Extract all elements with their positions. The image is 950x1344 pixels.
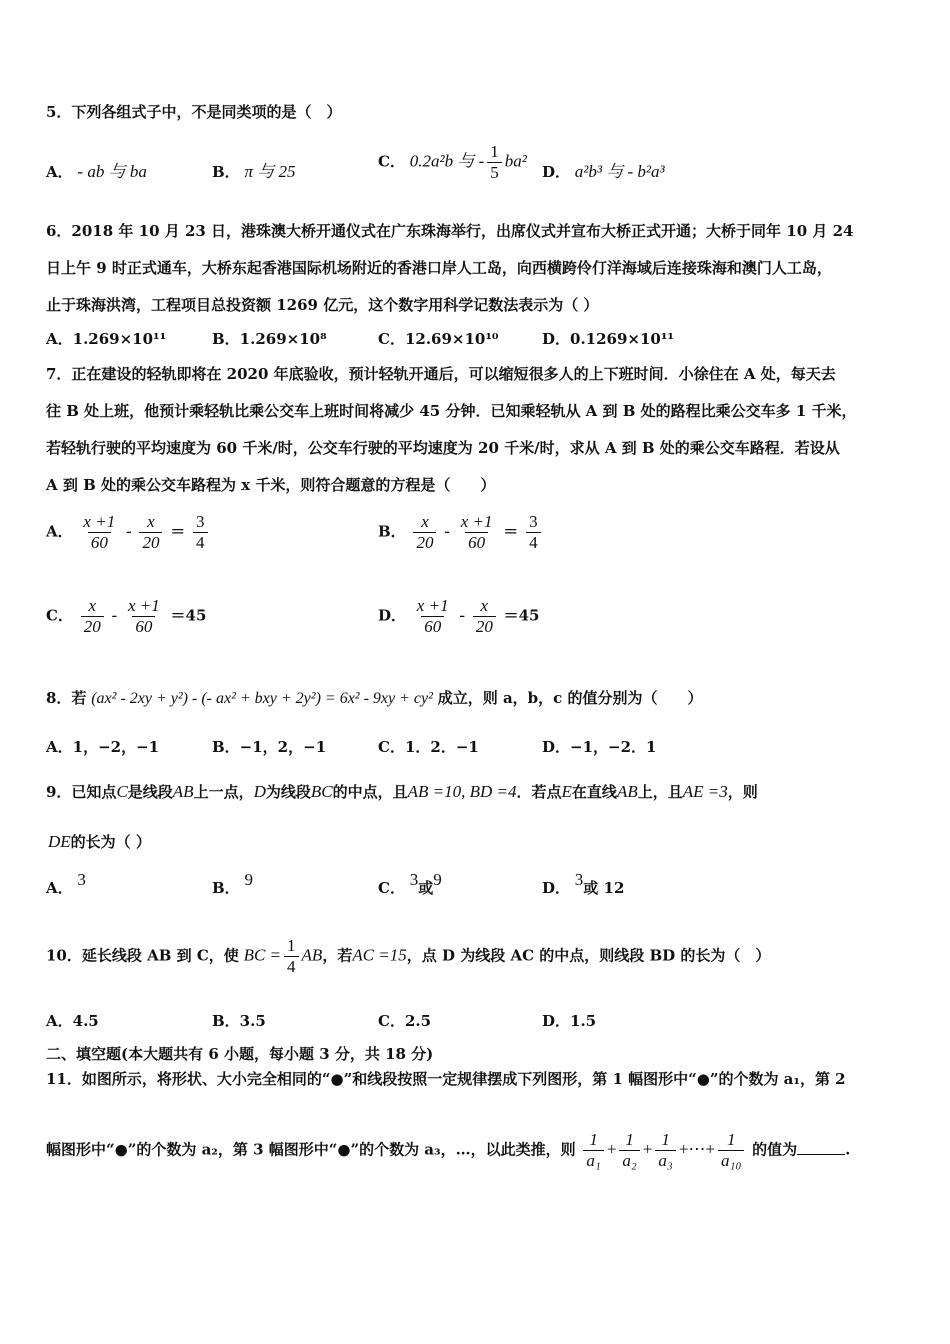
numerator: x +1 (460, 512, 493, 531)
minus-sign: - (444, 521, 450, 541)
q10-option-a: A．4.5 (46, 1012, 99, 1030)
text: ，若 (322, 946, 353, 965)
point-d: D (253, 782, 266, 801)
denominator: 20 (473, 616, 496, 637)
fraction (473, 596, 496, 637)
text: 上，且 (637, 783, 683, 801)
q6-line-2: 日上午 9 时正式通车，大桥东起香港国际机场附近的香港口岸人工岛，向西横跨伶仃洋海域后连接珠海和澳门人工岛， (46, 259, 832, 277)
equals-45: ＝45 (503, 606, 540, 625)
numerator: x (147, 512, 155, 531)
q10-option-b: B．3.5 (212, 1012, 266, 1030)
q6-line-1: 6．2018 年 10 月 23 日，港珠澳大桥开通仪式在广东珠海举行，出席仪式并宣布大桥正式开通；大桥于同年 10 月 24 (46, 222, 854, 240)
fraction (284, 936, 299, 977)
fraction (139, 512, 162, 553)
q5-c-fraction (487, 142, 502, 183)
option-value: 3 (409, 870, 419, 889)
denominator: 60 (132, 616, 155, 637)
numerator: 1 (625, 1130, 634, 1149)
fraction (414, 596, 452, 637)
q6-line-3: 止于珠海洪湾，工程项目总投资额 1269 亿元，这个数字用科学记数法表示为（ ） (46, 296, 599, 314)
fraction (125, 596, 163, 637)
numerator: 1 (287, 936, 296, 955)
minus-sign: - (459, 605, 466, 625)
text: 的值为 (752, 1140, 798, 1159)
q9-stem-2 (48, 832, 151, 852)
numerator: 1 (661, 1130, 670, 1149)
segment-bc: BC (310, 782, 333, 801)
q10-option-c: C．2.5 (378, 1012, 432, 1030)
text: 是线段 (127, 783, 173, 801)
denominator: 60 (465, 532, 488, 553)
option-label: B． (378, 522, 406, 541)
denominator: 5 (487, 162, 502, 183)
q5-a-math: - ab 与 ba (77, 162, 147, 181)
numerator: x +1 (416, 596, 449, 615)
q7-line-2: 往 B 处上班，他预计乘轻轨比乘公交车上班时间将减少 45 分钟．已知乘轻轨从 A 到 B 处的路程比乘公交车多 1 千米， (46, 402, 857, 420)
text: 的长为（ ） (70, 833, 151, 851)
q5-option-c (378, 142, 527, 183)
q10-stem (46, 936, 770, 977)
or-12: 或 12 (583, 879, 625, 897)
numerator: x (88, 596, 96, 615)
or-word: 或 (418, 879, 434, 897)
fraction (81, 596, 104, 637)
q8-equation: (ax² - 2xy + y²) - (- ax² + bxy + 2y²) = 6x² - 9xy + cy² (91, 690, 433, 707)
numerator: 1 (726, 1130, 736, 1149)
q7-option-a (46, 512, 211, 553)
q11-line-2: 幅图形中“●”的个数为 a₂，第 3 幅图形中“●”的个数为 a₃，…，以此类推，则 $\frac{1}{\text{a₁}}$ + $\frac{1}{\text{a₂}}$ + $\frac{1}{\text{a₃}}$ +⋯+ $\frac{1}{\text{a₁₀}}$ 的值为 . (46, 1130, 851, 1170)
option-label: A． (46, 522, 73, 541)
denominator: a₁ (583, 1150, 603, 1171)
text: ，点 D 为线段 AC 的中点，则线段 BD 的长为（ ） (406, 946, 771, 965)
denominator: 20 (413, 532, 436, 553)
ac-eq: AC =15 (352, 945, 407, 965)
option-label: C． (378, 879, 405, 897)
option-value: 9 (244, 870, 253, 889)
q5-d-math: a²b³ 与 - b²a³ (574, 162, 665, 181)
minus-sign: - (111, 605, 118, 625)
q9-stem (46, 782, 758, 802)
q9-option-c (378, 870, 442, 898)
q5-option-b (212, 162, 296, 182)
option-value: 3 (77, 870, 86, 889)
numerator: x (421, 512, 429, 531)
denominator: 60 (88, 532, 111, 553)
condition-ae: AE =3 (682, 782, 728, 801)
q5-stem: 5．下列各组式子中，不是同类项的是（ ） (46, 103, 342, 121)
denominator: a₃ (655, 1150, 675, 1171)
option-label: C． (46, 606, 73, 625)
text: ，则 (727, 783, 758, 801)
fraction (458, 512, 496, 553)
option-label: D． (542, 879, 571, 897)
option-label: A． (46, 163, 73, 181)
equals-sign: ＝ (170, 522, 186, 541)
text: 幅图形中“●”的个数为 a₂，第 3 幅图形中“●”的个数为 a₃，…，以此类推，则 (46, 1140, 576, 1159)
q8-stem (46, 688, 703, 709)
point-e: E (561, 782, 572, 801)
numerator: 1 (490, 142, 499, 161)
section-heading: 二、填空题(本大题共有 6 小题，每小题 3 分，共 18 分) (46, 1045, 434, 1063)
q8-option-b: B．−1，2，−1 (212, 738, 327, 756)
text: 9．已知点 (46, 783, 117, 801)
point-c: C (116, 782, 128, 801)
bc-eq: BC = (243, 945, 282, 965)
fraction (583, 1130, 603, 1171)
option-label: A． (46, 879, 73, 897)
numerator: 3 (196, 512, 205, 531)
numerator: 3 (529, 512, 538, 531)
ellipsis-sum: +⋯+ (678, 1139, 716, 1159)
q7-option-c (46, 596, 206, 637)
q7-line-4: A 到 B 处的乘公交车路程为 x 千米，则符合题意的方程是（ ） (46, 476, 496, 494)
numerator: x +1 (83, 512, 116, 531)
q7-line-1: 7．正在建设的轻轨即将在 2020 年底验收，预计轻轨开通后，可以缩短很多人的上下班时间．小徐住在 A 处，每天去 (46, 365, 836, 383)
numerator: x (480, 596, 489, 615)
q11-line-1: 11．如图所示，将形状、大小完全相同的“●”和线段按照一定规律摆成下列图形，第 1 幅图形中“●”的个数为 a₁，第 2 (46, 1070, 846, 1088)
q6-option-a: A．1.269×10¹¹ (46, 330, 167, 348)
q5-option-d (542, 162, 665, 182)
q8-option-a: A．1，−2，−1 (46, 738, 160, 756)
text: 为线段 (265, 783, 311, 801)
text: 在直线 (571, 783, 617, 801)
fraction (655, 1130, 675, 1171)
denominator: 60 (421, 616, 444, 637)
equals-sign: ＝ (503, 522, 519, 541)
q8-pre: 8．若 (46, 689, 87, 707)
q7-option-b (378, 512, 544, 553)
q8-option-c: C．1．2．−1 (378, 738, 479, 756)
fraction (526, 512, 541, 553)
segment-ab: AB (301, 945, 323, 965)
fraction (619, 1130, 639, 1171)
numerator: x +1 (127, 596, 160, 615)
q6-option-b: B．1.269×10⁸ (212, 330, 327, 348)
text: 10．延长线段 AB 到 C，使 (46, 946, 239, 965)
condition: AB =10, BD =4 (407, 782, 517, 801)
line-ab: AB (616, 782, 638, 801)
denominator: a₁₀ (718, 1150, 744, 1171)
denominator: 20 (81, 616, 104, 637)
q9-option-a (46, 870, 86, 898)
text: 的中点，且 (332, 783, 408, 801)
q10-option-d: D．1.5 (542, 1012, 597, 1030)
period: . (845, 1140, 851, 1159)
fraction (80, 512, 118, 553)
segment-de: DE (48, 832, 71, 851)
q9-option-b (212, 870, 253, 898)
text: 上一点， (193, 783, 254, 801)
option-label: D． (378, 606, 407, 625)
fraction (193, 512, 208, 553)
q5-c-post: ba² (504, 151, 527, 171)
q8-option-d: D．−1，−2．1 (542, 738, 657, 756)
denominator: a₂ (619, 1150, 639, 1171)
q9-option-d (542, 870, 625, 898)
answer-blank[interactable] (797, 1140, 845, 1155)
q7-option-d (378, 596, 539, 637)
option-label: D． (542, 163, 571, 181)
equals-45: ＝45 (170, 606, 207, 625)
q5-c-pre: 0.2a²b 与 - (409, 151, 485, 171)
numerator: 1 (589, 1130, 598, 1149)
q5-option-a (46, 162, 147, 182)
denominator: 4 (284, 956, 299, 977)
q6-option-c: C．12.69×10¹⁰ (378, 330, 499, 348)
option-label: C． (378, 152, 405, 171)
segment-ab: AB (172, 782, 194, 801)
option-value: 3 (574, 870, 584, 889)
minus-sign: - (125, 521, 132, 541)
q6-option-d: D．0.1269×10¹¹ (542, 330, 674, 348)
text: ．若点 (516, 783, 562, 801)
q8-post: 成立，则 a，b，c 的值分别为（ ） (437, 689, 703, 707)
option-label: B． (212, 163, 240, 181)
option-value: 9 (433, 870, 442, 889)
denominator: 20 (139, 532, 162, 553)
fraction (718, 1130, 744, 1171)
denominator: 4 (193, 532, 208, 553)
fraction (413, 512, 436, 553)
q5-b-math: π 与 25 (244, 162, 296, 181)
q7-line-3: 若轻轨行驶的平均速度为 60 千米/时，公交车行驶的平均速度为 20 千米/时，求从 A 到 B 处的乘公交车路程．若设从 (46, 439, 840, 457)
denominator: 4 (526, 532, 541, 553)
option-label: B． (212, 879, 240, 897)
